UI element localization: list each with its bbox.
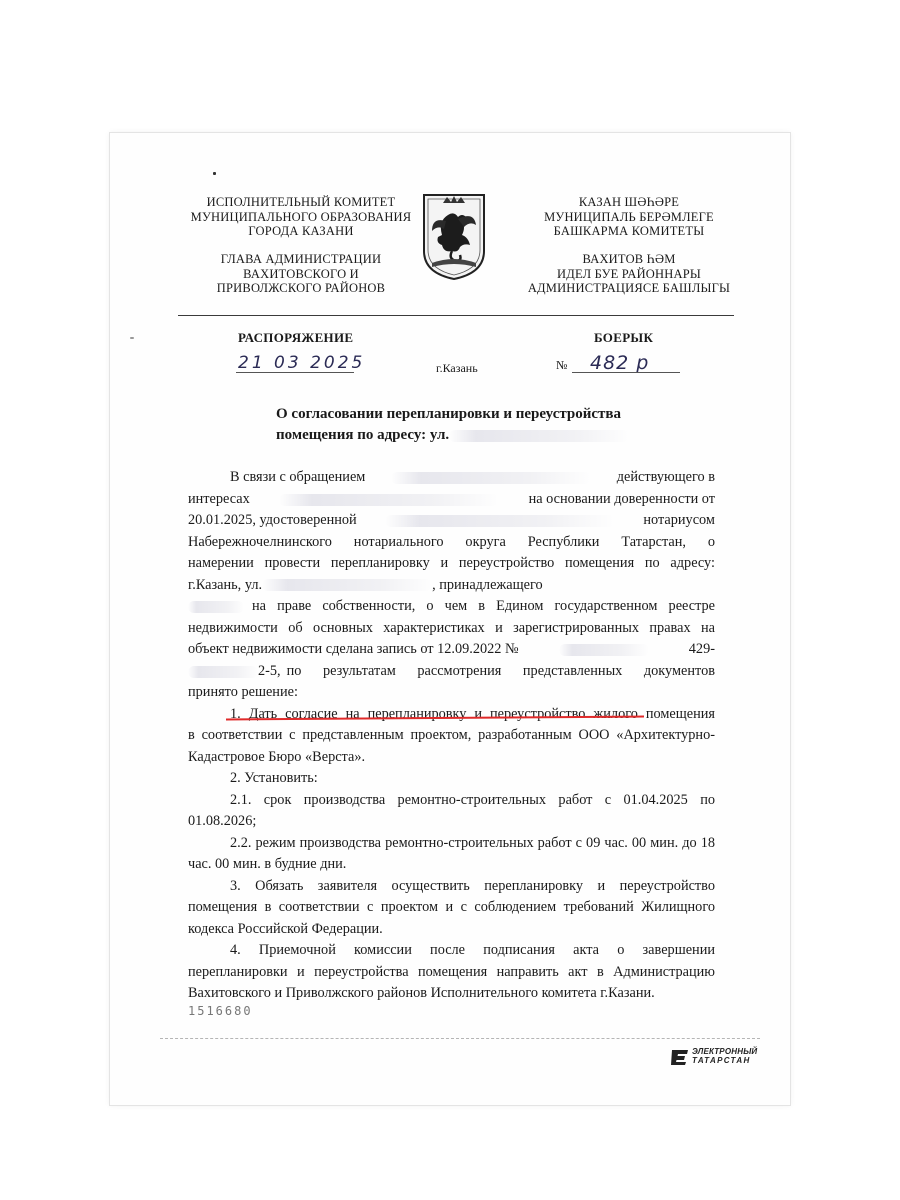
header-left-head: ГЛАВА АДМИНИСТРАЦИИ ВАХИТОВСКОГО И ПРИВОЛЖСКОГО РАЙОНОВ	[216, 252, 386, 295]
order-number: 482 р	[590, 352, 650, 374]
order-city: г.Казань	[436, 361, 478, 375]
order-date: 21 03 2025	[238, 353, 366, 373]
order-label-ru: РАСПОРЯЖЕНИЕ	[238, 330, 354, 345]
et-logo-icon	[670, 1048, 690, 1066]
order-number-prefix: №	[556, 358, 568, 372]
footer-divider	[160, 1038, 760, 1039]
document-body: В связи с обращением действующего в интересах на основании доверенности от 20.01.2025, удостоверенной нотариусом Набережночелнинского нотариального округа Республики Татарстан, о намерении провести перепланировку и переустройство помещения по адресу: г.Казань, ул. , принадлежащего на праве собственности, о чем в Едином государственном реестре недвижимости об основных характеристиках и зарегистрированных правах на объект недвижимости сделана запись от 12.09.2022 № 429- 2-5, по результатам рассмотрения представленных документов принято решение: 1. Дать согласие на перепланировку и переустройство жилого помещения в соответствии с представленным проектом, разработанным ООО «Архитектурно-Кадастровое Бюро «Верста». 2. Установить: 2.1. срок производства ремонтно-строительных работ с 01.04.2025 по 01.08.2026; 2.2. режим производства ремонтно-строительных работ с 09 час. 00 мин. до 18 час. 00 мин. в будние дни. 3. Обязать заявителя осуществить перепланировку и переустройство помещения в соответствии с проектом и с соблюдением требований Жилищного кодекса Российской Федерации. 4. Приемочной комиссии после подписания акта о завершении перепланировки и переустройства помещения направить акт в Администрацию Вахитовского и Приволжского районов Исполнительного комитета г.Казани.	[188, 469, 715, 1001]
header-divider	[178, 315, 734, 316]
document-title: О согласовании перепланировки и переустройства помещения по адресу: ул.	[276, 404, 696, 446]
header-right-head: ВАХИТОВ ҺӘМ ИДЕЛ БУЕ РАЙОННАРЫ АДМИНИСТРАЦИЯСЕ БАШЛЫГЫ	[527, 252, 731, 295]
electronic-tatarstan-logo: ЭЛЕКТРОННЫЙ ТАТАРСТАН	[670, 1046, 756, 1068]
date-underline	[236, 372, 354, 373]
scan-speck	[130, 337, 134, 339]
header-right-org: КАЗАН ШӘҺӘРЕ МУНИЦИПАЛЬ БЕРӘМЛЕГЕ БАШКАРМА КОМИТЕТЫ	[544, 195, 714, 238]
approval-clause: 1. Дать согласие на перепланировку и переустройство жилого помещения	[230, 705, 715, 722]
scan-speck	[213, 172, 216, 175]
header-left-org: ИСПОЛНИТЕЛЬНЫЙ КОМИТЕТ МУНИЦИПАЛЬНОГО ОБРАЗОВАНИЯ ГОРОДА КАЗАНИ	[190, 195, 412, 238]
kazan-dragon-coat-of-arms-icon	[418, 191, 490, 281]
number-underline	[572, 372, 680, 373]
document-code: 1516680	[188, 1004, 253, 1018]
order-label-tt: БОЕРЫК	[594, 330, 654, 345]
